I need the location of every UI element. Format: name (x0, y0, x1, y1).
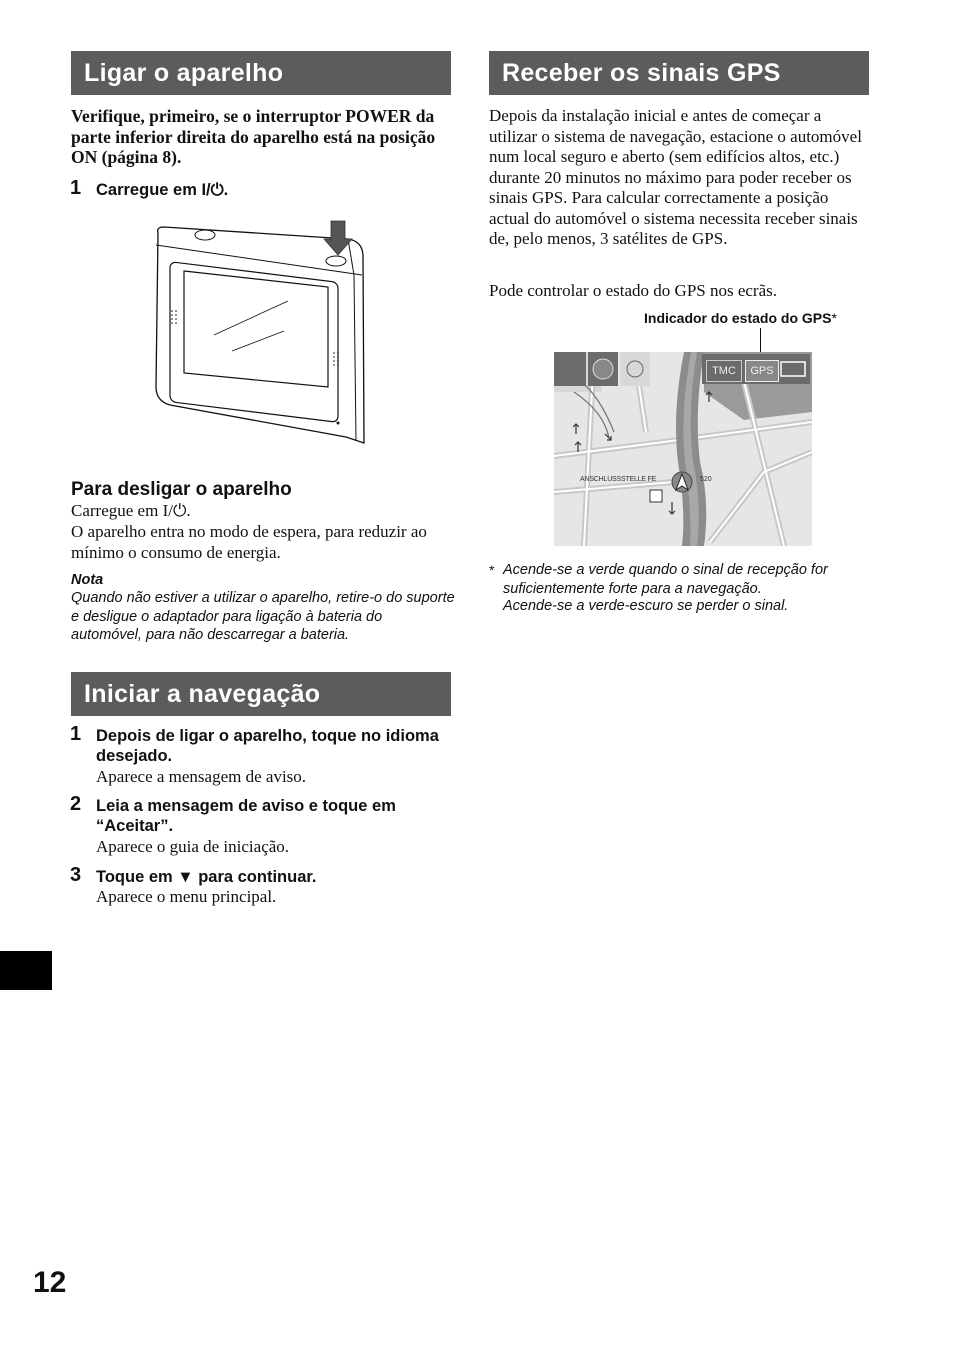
section-title-iniciar: Iniciar a navegação (71, 672, 451, 716)
device-illustration (148, 215, 373, 450)
step-number: 3 (70, 864, 82, 886)
step-number: 1 (70, 723, 82, 745)
callout-asterisk: * (831, 310, 837, 326)
section-title-ligar: Ligar o aparelho (71, 51, 451, 95)
step-result: Aparece o menu principal. (96, 887, 277, 906)
step-text: Toque em ▼ para continuar. (96, 868, 317, 886)
gps-paragraph-2: Pode controlar o estado do GPS nos ecrãs. (489, 281, 778, 300)
off-line2: O aparelho entra no modo de espera, para reduzir ao mínimo o consumo de energia. (71, 522, 427, 562)
side-tab-marker (0, 951, 52, 990)
footnote-line1: Acende-se a verde quando o sinal de recepção for suficientemente forte para a navegação. (503, 562, 828, 597)
note-label: Nota (71, 572, 104, 588)
callout-text: Indicador do estado do GPS (644, 310, 832, 326)
step-text: Depois de ligar o aparelho, toque no idioma desejado. (96, 727, 439, 765)
gps-callout-label (644, 310, 837, 326)
step-text: Carregue em I/⏻. (96, 181, 229, 199)
step-result: Aparece a mensagem de aviso. (96, 767, 307, 786)
sub-heading-desligar: Para desligar o aparelho (71, 479, 292, 500)
map-street-label: ANSCHLUSSSTELLE FE (580, 476, 657, 483)
step-number: 1 (70, 177, 82, 199)
footnote-line2: Acende-se a verde-escuro se perder o sinal. (503, 598, 789, 614)
map-street-number: 520 (700, 476, 712, 483)
off-line1: Carregue em I/⏻. (71, 501, 191, 520)
footnote-asterisk: * (489, 562, 495, 578)
tmc-indicator: TMC (706, 360, 742, 382)
intro-text: Verifique, primeiro, se o interruptor POWER da parte inferior direita do aparelho está na posição ON (página 8). (71, 106, 436, 167)
step-text: Leia a mensagem de aviso e toque em “Aceitar”. (96, 797, 396, 835)
page-number: 12 (33, 1266, 67, 1299)
step-result: Aparece o guia de iniciação. (96, 837, 290, 856)
gps-paragraph-1: Depois da instalação inicial e antes de começar a utilizar o sistema de navegação, estacione o automóvel num local seguro e aberto (sem edifícios altos, etc.) durante 20 minutos no máximo para poder receber os sinais GPS. Para calcular correctamente a posição actual do automóvel o sistema necessita receber sinais de, pelo menos, 3 satélites de GPS. (489, 106, 862, 248)
section-title-gps: Receber os sinais GPS (489, 51, 869, 95)
gps-map-screenshot (554, 352, 812, 546)
gps-status-indicator: GPS (745, 360, 779, 382)
step-number: 2 (70, 793, 82, 815)
note-text: Quando não estiver a utilizar o aparelho, retire-o do suporte e desligue o adaptador para ligação à bateria do automóvel, para não descarregar a bateria. (71, 590, 455, 643)
